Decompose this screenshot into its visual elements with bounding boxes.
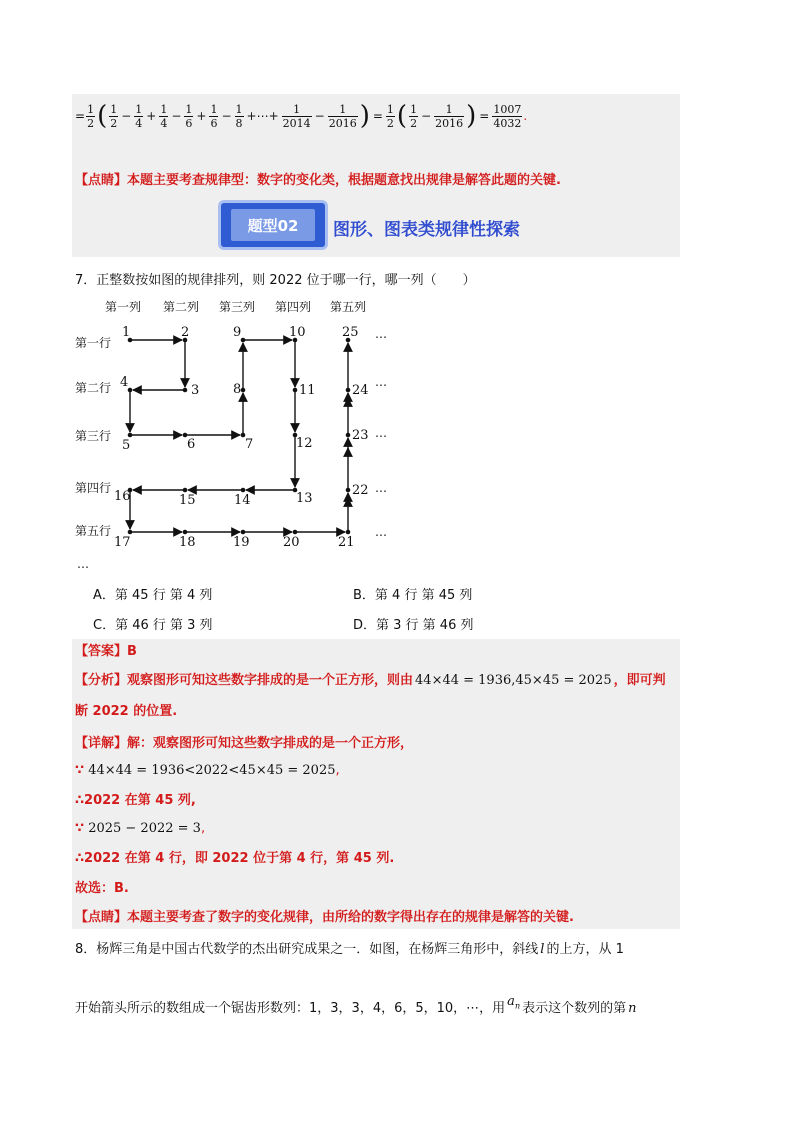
option-d: D．第 3 行 第 46 列 [353,618,474,633]
grid-number: 17 [114,535,131,550]
grid-number: 16 [114,489,131,504]
answer-line [75,643,137,661]
grid-point [183,530,188,535]
grid-number: 21 [338,535,355,550]
continuation-ellipsis: … [375,525,387,539]
grid-number: 9 [233,325,242,340]
fraction: $\frac{1}{2016}$ [328,102,357,130]
section-badge-label: 题型02 [231,209,315,241]
variable-n: n [628,1001,637,1016]
fraction: $\frac{1}{2}$ [386,102,394,130]
analysis-line-2: 断 2022 的位置. [75,704,178,719]
dianjing-tag: 【点睛】 [75,910,128,925]
fraction: $\frac{1}{2016}$ [435,102,464,130]
telescoping-formula: = $\frac{1}{2}$ ( $\frac{1}{2}$ − $\frac{1}{4}$ + $\frac{1}{4}$ − $\frac{1}{6}$ + $\frac{1}{6}$ − $\frac{1}{8}$ +⋯+ $\frac{1}{2014}$ − $\frac{1}{2016}$ ) = $\frac{1}{2}$ ( $\frac{1}{2}$ − $\frac{1}{2016}$ ) = $\frac{1007}{4032}$ . [75,101,528,131]
fraction: $\frac{1}{2014}$ [282,102,311,130]
detail-line-6: 故选：B. [75,881,129,896]
grid-number: 18 [179,535,196,550]
because-symbol: ∵ [75,821,85,836]
continuation-ellipsis: … [375,327,387,341]
fraction: $\frac{1}{2}$ [110,102,118,130]
grid-number: 5 [122,438,131,453]
grid-number: 4 [120,375,129,390]
continuation-ellipsis: … [375,375,387,389]
grid-number: 13 [296,491,313,506]
continuation-ellipsis: … [375,426,387,440]
dianjing-note-1 [75,172,561,190]
option-b: B．第 4 行 第 45 列 [353,588,473,603]
analysis-line-1 [75,672,666,690]
grid-number: 22 [352,483,369,498]
variable-l: l [540,942,545,957]
detail-line-4: ∵ 2025 − 2022 = 3, [75,821,206,836]
detail-line-3: ∴2022 在第 45 列, [75,793,196,808]
variable-a-n: $a_n$ [507,994,521,1011]
q8-line-1: 8．杨辉三角是中国古代数学的杰出研究成果之一．如图，在杨辉三角形中，斜线 l 的上方，从 1 [75,942,624,957]
q8-line-2: 开始箭头所示的数组成一个锯齿形数列：1，3，3，4，6，5，10，⋯，用 $a_n$ 表示这个数列的第 n [75,994,637,1016]
number-spiral-diagram [60,290,420,580]
row-label: 第三行 [75,429,112,443]
grid-number: 6 [187,437,196,452]
answer-value: B [127,644,137,659]
dianjing-note-2 [75,909,574,927]
grid-point [128,433,133,438]
row-label: 第二行 [75,381,112,395]
grid-number: 19 [233,535,250,550]
because-symbol: ∵ [75,763,85,778]
dianjing-tag: 【点睛】 [75,173,128,188]
detail-line-1 [75,735,413,753]
detail-tag: 【详解】 [75,736,128,751]
column-label: 第二列 [163,300,200,314]
grid-point [241,530,246,535]
column-label: 第三列 [219,300,256,314]
grid-point [293,388,298,393]
grid-number: 25 [342,325,359,340]
analysis-math: 44×44 = 1936,45×45 = 2025 [415,673,612,688]
answer-tag: 【答案】 [75,644,128,659]
grid-point [183,488,188,493]
detail-math-1: 44×44 = 1936<2022<45×45 = 2025 [88,763,336,778]
grid-point [346,388,351,393]
grid-point [346,433,351,438]
detail-line-2: ∵ 44×44 = 1936<2022<45×45 = 2025, [75,763,340,778]
fraction: $\frac{1}{2}$ [87,102,95,130]
grid-number: 15 [179,493,196,508]
grid-number: 1 [122,325,131,340]
grid-point [128,388,133,393]
grid-number: 12 [296,436,313,451]
detail-text: 解：观察图形可知这些数字排成的是一个正方形， [127,736,414,751]
detail-line-5: ∴2022 在第 4 行，即 2022 位于第 4 行，第 45 列. [75,851,395,866]
option-a: A．第 45 行 第 4 列 [93,588,213,603]
analysis-text-cont: ，即可判 [613,673,666,688]
grid-point [293,530,298,535]
column-label: 第一列 [105,300,142,314]
column-label: 第四列 [275,300,312,314]
grid-number: 24 [352,383,369,398]
detail-math-2: 2025 − 2022 = 3 [88,821,201,836]
row-label: 第四行 [75,481,112,495]
result-fraction: $\frac{1007}{4032}$ [493,102,522,130]
fraction: $\frac{1}{6}$ [210,102,218,130]
grid-number: 10 [289,325,306,340]
grid-point [346,488,351,493]
grid-point [241,388,246,393]
grid-point [183,388,188,393]
grid-number: 8 [233,382,242,397]
grid-point [128,530,133,535]
grid-number: 7 [245,437,254,452]
analysis-tag: 【分析】 [75,673,128,688]
section-title: 图形、图表类规律性探索 [333,220,520,240]
section-badge [221,203,325,247]
q7-stem: 7．正整数按如图的规律排列，则 2022 位于哪一行，哪一列（ ） [75,273,476,288]
grid-number: 11 [299,383,316,398]
grid-point [241,488,246,493]
analysis-text: 观察图形可知这些数字排成的是一个正方形，则由 [127,673,414,688]
grid-number: 14 [234,493,251,508]
dianjing-text: 本题主要考查了数字的变化规律，由所给的数字得出存在的规律是解答的关键. [127,910,574,925]
fraction: $\frac{1}{2}$ [410,102,418,130]
continuation-ellipsis: … [77,557,89,571]
grid-number: 2 [181,325,190,340]
fraction: $\frac{1}{6}$ [185,102,193,130]
dianjing-text: 本题主要考查规律型：数字的变化类，根据题意找出规律是解答此题的关键. [127,173,561,188]
continuation-ellipsis: … [375,481,387,495]
grid-point [346,530,351,535]
grid-number: 20 [283,535,300,550]
option-c: C．第 46 行 第 3 列 [93,618,213,633]
column-label: 第五列 [330,300,367,314]
row-label: 第一行 [75,336,112,350]
fraction: $\frac{1}{8}$ [235,102,243,130]
fraction: $\frac{1}{4}$ [135,102,143,130]
row-label: 第五行 [75,524,112,538]
grid-number: 3 [191,383,200,398]
grid-point [241,338,246,343]
grid-number: 23 [352,428,369,443]
fraction: $\frac{1}{4}$ [160,102,168,130]
